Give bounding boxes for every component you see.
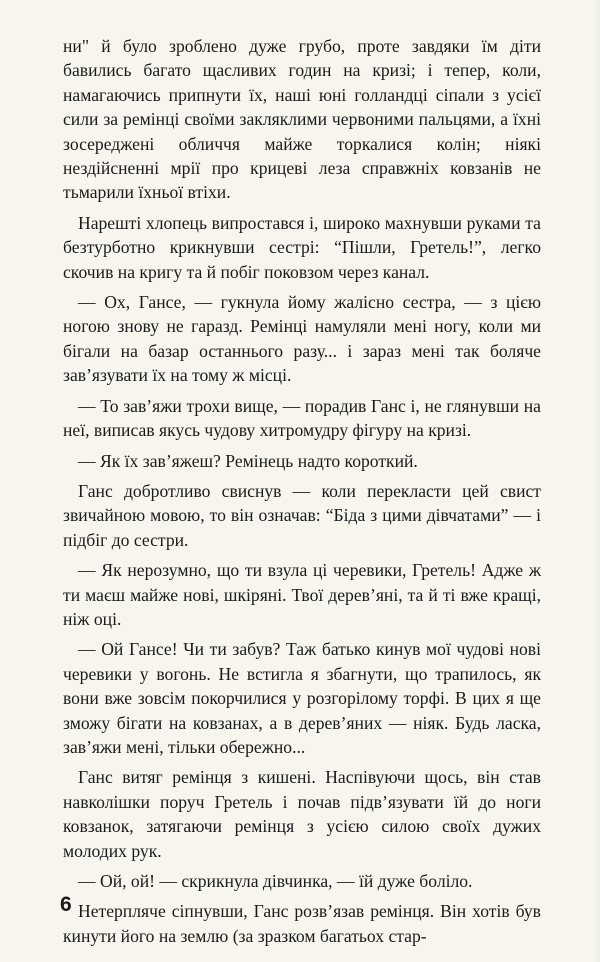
paragraph: ни" й було зроблено дуже грубо, проте завдяки їм діти бавились багато щасливих годин на кризі; і тепер, коли, намагаючись припнути їх, наші юні голландці сіпали з усієї сили за ремінці своїми закляклими червоними пальцями, а їхні зосереджені обличчя майже торкалися колін; ніякі нездійсненні мрії про крицеві леза справжніх ковзанів не тьмарили їхньої втіхи. bbox=[63, 36, 541, 203]
body-text bbox=[63, 34, 541, 954]
paragraph: Нетерпляче сіпнувши, Ганс розв’язав ремінця. Він хотів був кинути його на землю (за зразком багатьох стар- bbox=[63, 901, 541, 946]
paragraph: — То зав’яжи трохи вище, — порадив Ганс і, не глянувши на неї, виписав якусь чудову хитромудру фігуру на кризі. bbox=[63, 395, 541, 441]
paragraph: — Як нерозумно, що ти взула ці черевики, Гретель! Адже ж ти маєш майже нові, шкіряні. Твої дерев’яні, та й ті вже кращі, ніж оці. bbox=[63, 560, 541, 629]
paragraph: — Ох, Гансе, — гукнула йому жалісно сестра, — з цією ногою знову не гаразд. Ремінці намуляли мені ногу, коли ми бігали на базар останнього разу... і зараз мені так боляче зав’язувати їх на тому ж місці. bbox=[63, 292, 541, 386]
paragraph: — Ой Гансе! Чи ти забув? Таж батько кинув мої чудові нові черевики у вогонь. Не встигла я збагнути, що трапилось, як вони вже зовсім покорчилися у розгорілому торфі. В цих я ще зможу бігати на ковзанах, а в дерев’яних — ніяк. Будь ласка, зав’яжи мені, тільки обережно... bbox=[63, 639, 541, 757]
page-edge bbox=[594, 0, 600, 962]
paragraph: Ганс витяг ремінця з кишені. Наспівуючи щось, він став навколішки поруч Гретель і почав підв’язувати їй до ноги ковзанок, затягаючи ремінця з усією силою своїх дужих молодих рук. bbox=[63, 767, 541, 861]
paragraph: Нарешті хлопець випростався і, широко махнувши руками та безтурботно крикнувши сестрі: “Пішли, Гретель!”, легко скочив на кригу та й побіг поковзом через канал. bbox=[63, 212, 541, 282]
paragraph: Ганс добротливо свиснув — коли перекласти цей свист звичайною мовою, то він означав: “Біда з цими дівчатами” — і підбіг до сестри. bbox=[63, 480, 541, 550]
paragraph: — Як їх зав’яжеш? Ремінець надто короткий. bbox=[78, 450, 418, 471]
paragraph: — Ой, ой! — скрикнула дівчинка, — їй дуже боліло. bbox=[78, 871, 473, 891]
page-number: 6 bbox=[60, 893, 72, 916]
